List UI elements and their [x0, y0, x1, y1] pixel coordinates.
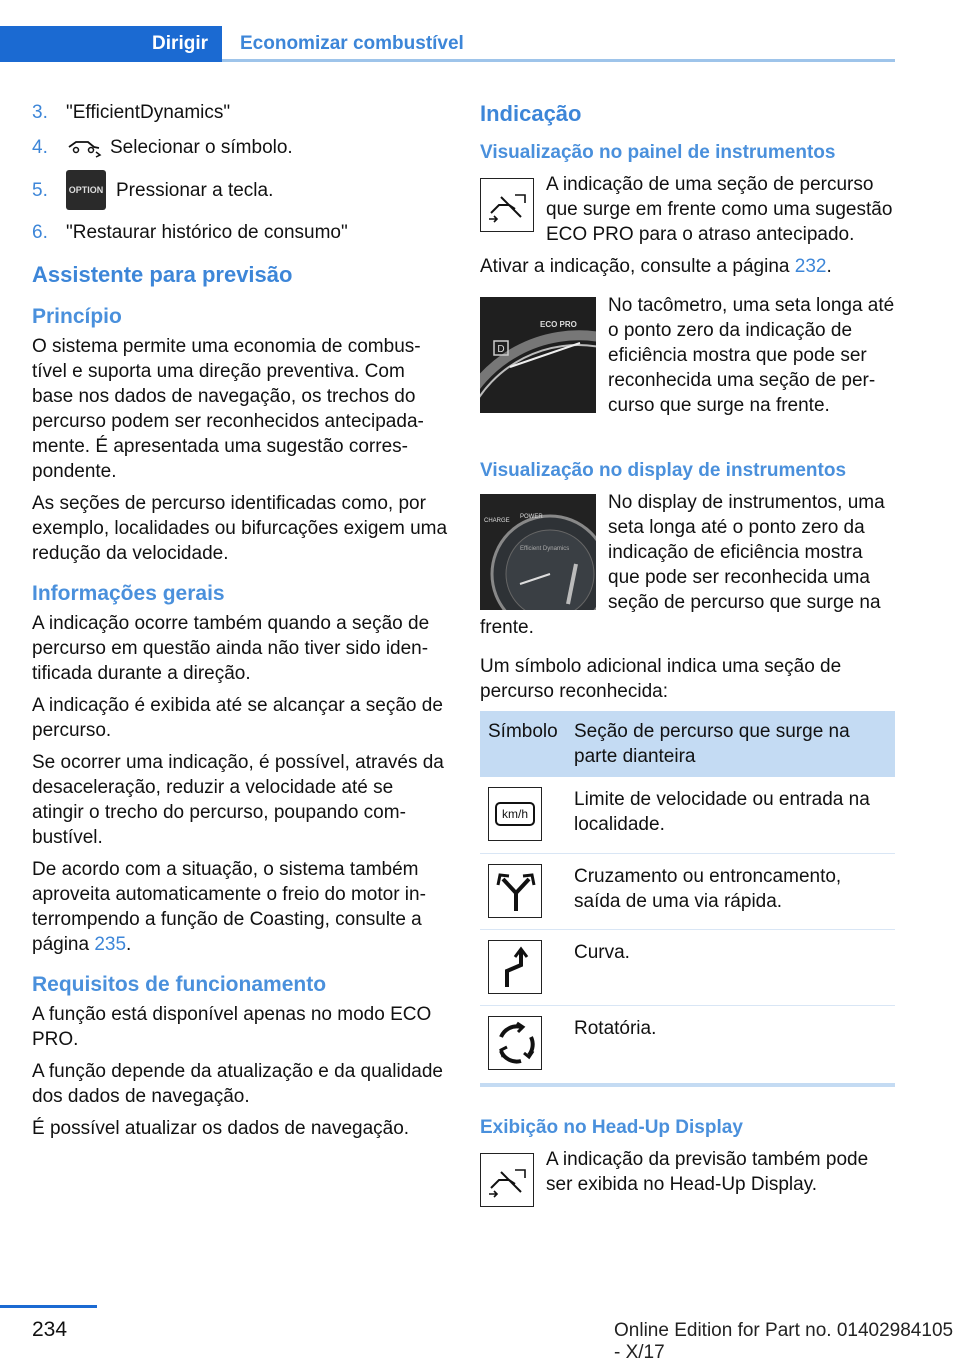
- gauge-label-eco-pro: ECO PRO: [540, 320, 577, 329]
- paragraph: A função está disponível apenas no modo ECO PRO.: [32, 1004, 432, 1050]
- paragraph: Um símbolo adicional indica uma seção de percurso reconhecida:: [480, 656, 842, 702]
- step-text: Selecionar o símbolo.: [110, 137, 293, 158]
- heading-painel-instrumentos: Visualização no painel de instrumentos: [480, 142, 836, 163]
- paragraph: A indicação ocorre também quando a seção de percurso em questão ainda não tiver sido identificada durante a direção.: [32, 613, 430, 684]
- paragraph: A indicação é exibida até se alcançar a seção de percurso.: [32, 695, 443, 741]
- section-description: Limite de velocidade ou entrada na localidade.: [566, 777, 895, 853]
- paragraph: A indicação da previsão também pode ser exibida no Head-Up Display.: [546, 1149, 869, 1195]
- paragraph-text: .: [826, 256, 832, 277]
- eco-pro-hint-icon: [480, 178, 534, 232]
- heading-display-instrumentos: Visualização no display de instrumentos: [480, 460, 847, 481]
- paragraph: No tacômetro, uma seta longa até o ponto zero da indicação de eficiência mostra que pode ser reconhecida uma seção de percurso que surge na frente.: [608, 295, 895, 416]
- left-column: [32, 100, 448, 1148]
- section-description: Cruzamento ou entroncamento, saída de uma via rápida.: [566, 853, 895, 929]
- tab-economizar-combustivel[interactable]: Economizar combustível: [240, 33, 464, 54]
- tab-dirigir[interactable]: Dirigir: [0, 26, 222, 62]
- step-number: 3.: [32, 102, 48, 123]
- heading-head-up-display: Exibição no Head-Up Display: [480, 1117, 743, 1138]
- table-header-row: [480, 711, 895, 777]
- step-number: 4.: [32, 137, 48, 158]
- instrument-display-image: [480, 494, 596, 610]
- paragraph: A função depende da atualização e da qualidade dos dados de navegação.: [32, 1061, 443, 1107]
- paragraph: As seções de percurso identificadas como, por exemplo, localidades ou bifurcações exigem uma redução da velocidade.: [32, 493, 448, 564]
- paragraph-text: .: [126, 934, 132, 955]
- paragraph-text: Ativar a indicação, consulte a página: [480, 256, 795, 277]
- footer-rule: [0, 1305, 97, 1308]
- header-tab-bar: [0, 0, 895, 62]
- paragraph: Se ocorrer uma indicação, é possível, através da desaceleração, reduzir a velocidade até se atingir o trecho do percurso, poupando combustível.: [32, 752, 444, 848]
- display-label-charge: CHARGE: [484, 518, 510, 524]
- table-row: [480, 929, 895, 1005]
- display-label-efficient-dynamics: Efficient Dynamics: [520, 546, 570, 552]
- tachometer-image: [480, 297, 596, 413]
- heading-informacoes-gerais: Informações gerais: [32, 582, 225, 605]
- table-row: [480, 1005, 895, 1085]
- car-eco-icon: [66, 138, 102, 158]
- heading-assistente: Assistente para previsão: [32, 262, 293, 287]
- step-text: "EfficientDynamics": [66, 102, 231, 123]
- option-key-icon: OPTION: [66, 170, 106, 210]
- symbol-cell: [480, 853, 566, 929]
- section-description: Curva.: [566, 929, 895, 1005]
- page-link-232[interactable]: 232: [794, 256, 827, 277]
- heading-requisitos: Requisitos de funcionamento: [32, 973, 327, 996]
- paragraph: No display de instrumentos, uma seta longa até o ponto zero da indicação de eficiência mostra que pode ser reconhecida uma seção de percurso que surge na frente.: [480, 492, 885, 638]
- head-up-hint-icon: [480, 1153, 534, 1207]
- edition-footer: Online Edition for Part no. 01402984105 - X/17: [614, 1320, 954, 1362]
- speed-limit-icon: [488, 787, 542, 841]
- heading-indicacao: Indicação: [480, 101, 582, 126]
- step-text: "Restaurar histórico de consumo": [66, 222, 348, 243]
- gauge-label-d: D: [497, 344, 505, 355]
- step-4: [32, 135, 448, 160]
- table-row: [480, 777, 895, 853]
- heading-principio: Princípio: [32, 305, 122, 328]
- paragraph: A indicação de uma seção de percurso que surge em frente como uma sugestão ECO PRO para o atraso antecipado.: [546, 174, 893, 245]
- paragraph-with-link: [32, 857, 448, 957]
- page-link-235[interactable]: 235: [94, 934, 127, 955]
- symbol-cell: [480, 777, 566, 853]
- junction-icon: [488, 864, 542, 918]
- roundabout-icon: [488, 1016, 542, 1070]
- paragraph-text: De acordo com a situação, o sistema também aproveita automaticamente o freio do motor interrompendo a função de Coasting, consulte a página: [32, 859, 426, 955]
- step-3: [32, 100, 448, 125]
- symbol-cell: [480, 1005, 566, 1085]
- step-number: 6.: [32, 222, 48, 243]
- paragraph-with-link: [480, 254, 895, 279]
- symbol-table: [480, 711, 895, 1087]
- column-header-symbol: Símbolo: [480, 711, 566, 777]
- column-header-section: Seção de percurso que surge na parte dianteira: [566, 711, 895, 777]
- symbol-cell: [480, 929, 566, 1005]
- paragraph: É possível atualizar os dados de navegação.: [32, 1118, 410, 1139]
- step-5: [32, 170, 448, 210]
- step-text: Pressionar a tecla.: [116, 179, 274, 201]
- step-6: [32, 220, 448, 245]
- section-description: Rotatória.: [566, 1005, 895, 1085]
- table-row: [480, 853, 895, 929]
- paragraph: O sistema permite uma economia de combustível e suporta uma direção preventiva. Com base nos dados de navegação, os trechos do percurso podem ser reconhecidos antecipadamente. É apresentada uma sugestão correspondente.: [32, 336, 424, 482]
- speed-limit-icon-label: km/h: [495, 802, 535, 826]
- curve-icon: [488, 940, 542, 994]
- step-number: 5.: [32, 179, 48, 201]
- right-column: [480, 100, 895, 1207]
- page-number: 234: [32, 1318, 68, 1341]
- display-label-power: POWER: [520, 514, 543, 520]
